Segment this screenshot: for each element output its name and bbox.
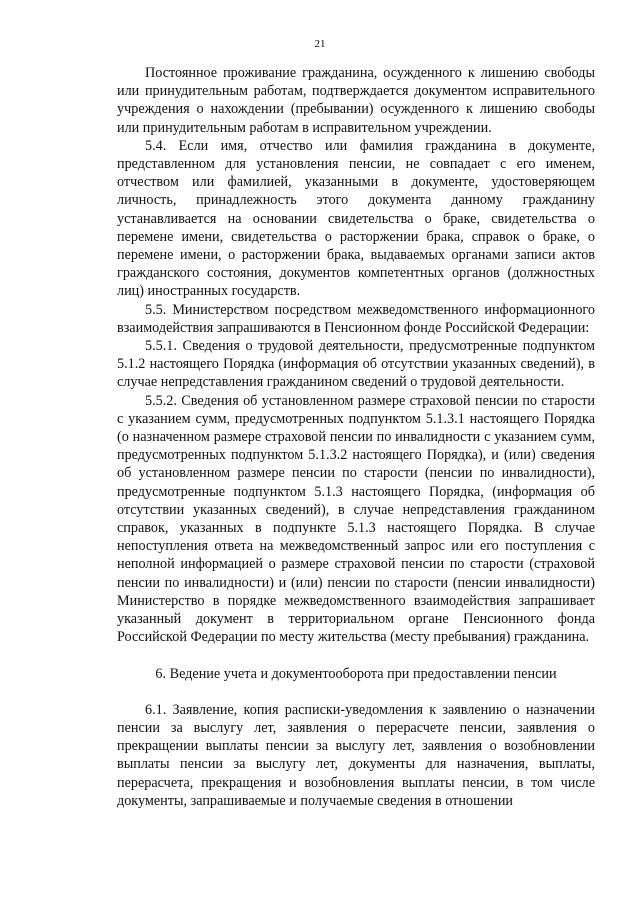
document-body: [117, 64, 595, 810]
paragraph-6-1: 6.1. Заявление, копия расписки-уведомления к заявлению о назначении пенсии за выслугу лет, заявления о перерасчете пенсии, заявления о прекращении выплаты пенсии за выслугу лет, заявления о возобновлении выплаты пенсии за выслугу лет, документы для назначения, выплаты, перерасчета, прекращения и возобновления выплаты пенсии, в том числе документы, запрашиваемые и получаемые сведения в отношении: [117, 701, 595, 809]
paragraph-5-5-2: 5.5.2. Сведения об установленном размере страховой пенсии по старости с указанием сумм, предусмотренных подпунктом 5.1.3.1 настоящего Порядка (о назначенном размере страховой пенсии по инвалидности с указанием сумм, предусмотренных подпунктом 5.1.3.2 настоящего Порядка), и (или) сведения об установленном размере пенсии по старости (пенсии по инвалидности), предусмотренные подпунктом 5.1.3 настоящего Порядка, (информация об отсутствии указанных сведений), в случае непредставления гражданином справок, указанных в подпункте 5.1.3 настоящего Порядка. В случае непоступления ответа на межведомственный запрос или его поступления с неполной информацией о размере страховой пенсии по старости (страховой пенсии по инвалидности) и (или) пенсии по старости (пенсии инвалидности) Министерство в порядке межведомственного взаимодействия запрашивает указанный документ в территориальном органе Пенсионного фонда Российской Федерации по месту жительства (месту пребывания) гражданина.: [117, 392, 595, 646]
paragraph-residence: Постоянное проживание гражданина, осужденного к лишению свободы или принудительным работам, подтверждается документом исправительного учреждения о нахождении (пребывании) осужденного к лишению свободы или принудительным работам в исправительном учреждении.: [117, 65, 595, 136]
section-heading-6: 6. Ведение учета и документооборота при предоставлении пенсии: [155, 665, 557, 682]
paragraph-5-5: 5.5. Министерством посредством межведомственного информационного взаимодействия запрашиваются в Пенсионном фонде Российской Федерации:: [117, 301, 595, 336]
page-number: 21: [314, 38, 326, 50]
paragraph-5-4: 5.4. Если имя, отчество или фамилия гражданина в документе, представленном для установления пенсии, не совпадает с его именем, отчеством или фамилией, указанными в документе, удостоверяющем личность, принадлежность этого документа данному гражданину устанавливается на основании свидетельства о браке, свидетельства о перемене имени, свидетельства о расторжении брака, справок о браке, о перемене имени, о расторжении брака, выдаваемых органами записи актов гражданского состояния, документов компетентных органов (должностных лиц) иностранных государств.: [117, 137, 595, 300]
paragraph-5-5-1: 5.5.1. Сведения о трудовой деятельности, предусмотренные подпунктом 5.1.2 настоящего Порядка (информация об отсутствии указанных сведений), в случае непредставления гражданином сведений о трудовой деятельности.: [117, 338, 595, 391]
